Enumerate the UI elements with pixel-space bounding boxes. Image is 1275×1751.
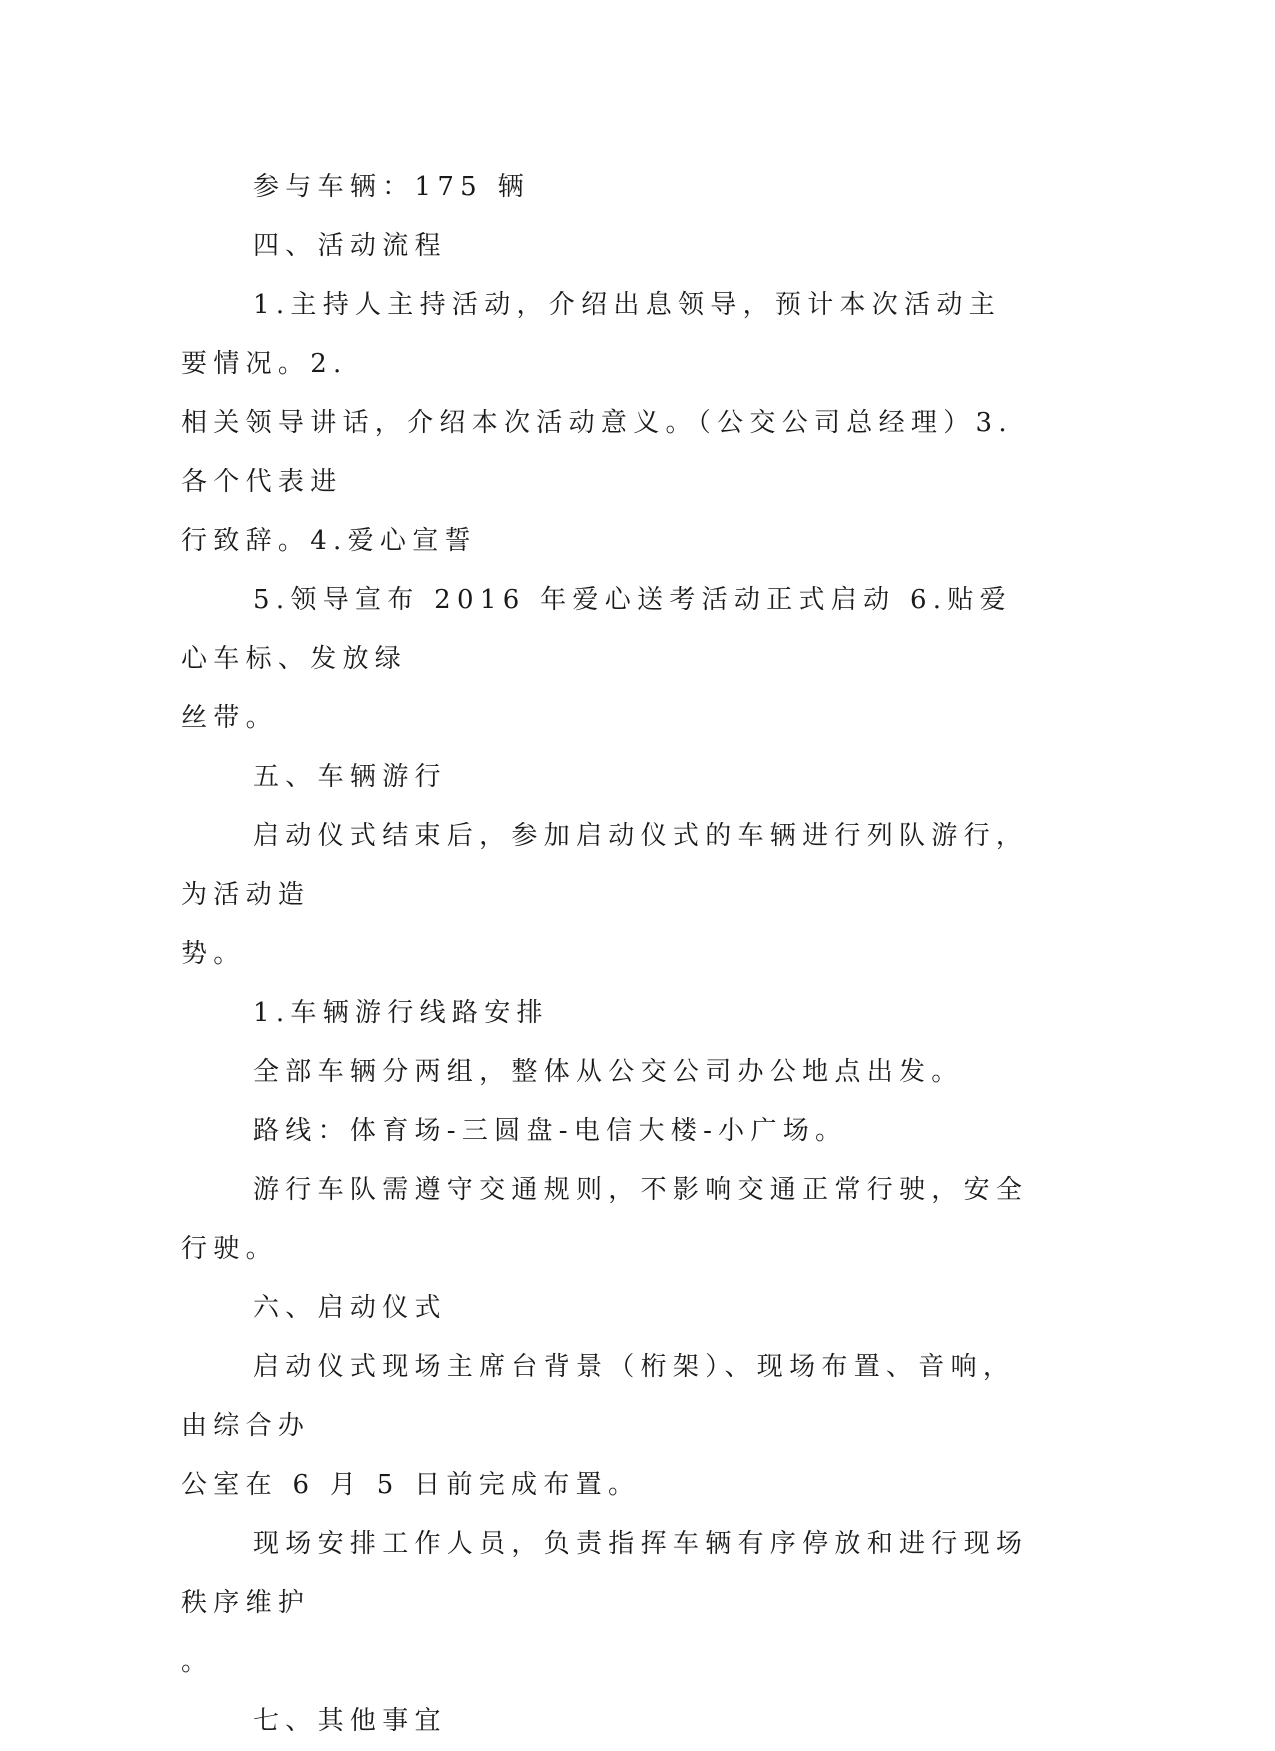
text-line: 全部车辆分两组，整体从公交公司办公地点出发。 bbox=[253, 1057, 964, 1087]
text-line: 行致辞。4.爱心宣誓 bbox=[181, 526, 477, 556]
text-line: 五、车辆游行 bbox=[253, 762, 447, 792]
text-line: 参与车辆：175 辆 bbox=[253, 172, 530, 202]
text-line: 游行车队需遵守交通规则，不影响交通正常行驶，安全行驶。 bbox=[181, 1175, 1029, 1264]
text-line: 相关领导讲话，介绍本次活动意义。（公交公司总经理）3.各个代表进 bbox=[181, 408, 1013, 497]
text-line: 六、启动仪式 bbox=[253, 1293, 447, 1323]
text-line: 势。 bbox=[181, 939, 246, 969]
text-line: 路线：体育场-三圆盘-电信大楼-小广场。 bbox=[253, 1116, 848, 1146]
heading-vehicle-parade bbox=[181, 748, 1033, 807]
text-line: 四、活动流程 bbox=[253, 231, 447, 261]
heading-activity-process bbox=[181, 217, 1033, 276]
paragraph-traffic-rules bbox=[181, 1161, 1033, 1279]
heading-launch-ceremony bbox=[181, 1279, 1033, 1338]
text-line: 1.车辆游行线路安排 bbox=[253, 998, 549, 1028]
text-line: 5.领导宣布 2016 年爱心送考活动正式启动 6.贴爱心车标、发放绿 bbox=[181, 585, 1012, 674]
document-body bbox=[181, 158, 1033, 1751]
paragraph-launch-steps bbox=[181, 571, 1033, 748]
paragraph-process-steps bbox=[181, 276, 1033, 571]
text-line: 。 bbox=[181, 1647, 214, 1677]
subheading-route-arrangement bbox=[181, 984, 1033, 1043]
paragraph-parade-intro bbox=[181, 807, 1033, 984]
text-line: 1.主持人主持活动，介绍出息领导，预计本次活动主要情况。2. bbox=[181, 290, 1002, 379]
text-line: 丝带。 bbox=[181, 703, 278, 733]
text-line: 七、其他事宜 bbox=[253, 1706, 447, 1736]
text-line: 启动仪式结束后，参加启动仪式的车辆进行列队游行，为活动造 bbox=[181, 821, 1029, 910]
paragraph-route bbox=[181, 1102, 1033, 1161]
paragraph-stage-setup bbox=[181, 1338, 1033, 1515]
text-line: 现场安排工作人员，负责指挥车辆有序停放和进行现场秩序维护 bbox=[181, 1529, 1029, 1618]
text-line: 启动仪式现场主席台背景（桁架）、现场布置、音响，由综合办 bbox=[181, 1352, 1016, 1441]
paragraph-staff-arrangement bbox=[181, 1515, 1033, 1692]
paragraph-vehicles bbox=[181, 158, 1033, 217]
heading-other-matters bbox=[181, 1692, 1033, 1751]
paragraph-groups bbox=[181, 1043, 1033, 1102]
text-line: 公室在 6 月 5 日前完成布置。 bbox=[181, 1470, 641, 1500]
